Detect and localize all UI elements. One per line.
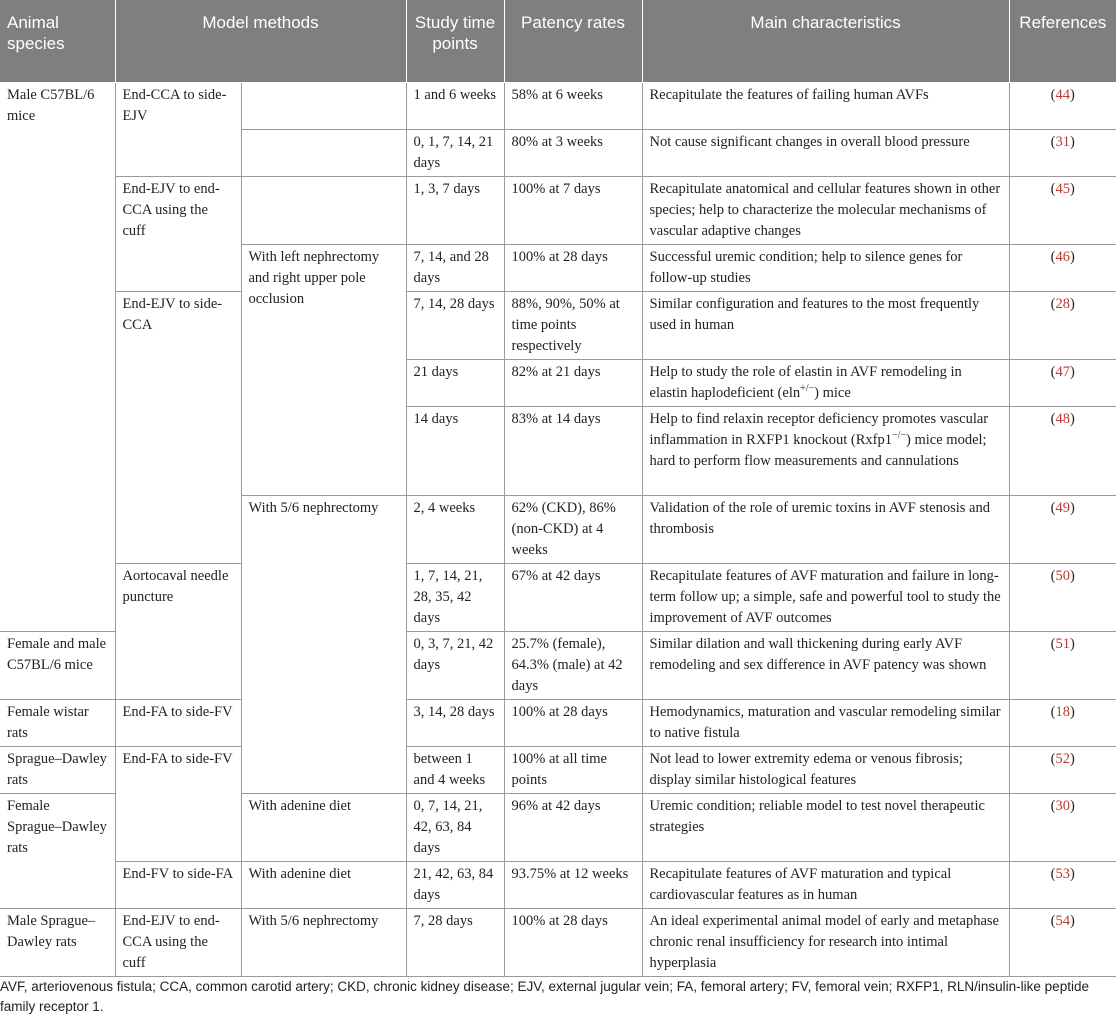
reference-cell: (50): [1009, 563, 1116, 631]
reference-link[interactable]: 44: [1055, 86, 1071, 103]
characteristics-cell: Uremic condition; reliable model to test novel therapeutic strategies: [642, 793, 1009, 861]
characteristics-cell: Hemodynamics, maturation and vascular remodeling similar to native fistula: [642, 699, 1009, 746]
characteristics-cell: An ideal experimental animal model of early and metaphase chronic renal insufficiency for research into intimal hyperplasia: [642, 908, 1009, 976]
time-cell: 3, 14, 28 days: [406, 699, 504, 746]
submethod-cell: With adenine diet: [241, 861, 406, 908]
species-cell: Male Sprague–Dawley rats: [0, 908, 115, 976]
patency-cell: 100% at 28 days: [504, 699, 642, 746]
header-study-time-points: Study time points: [406, 0, 504, 82]
characteristics-cell: [642, 359, 1009, 406]
patency-cell: 88%, 90%, 50% at time points respectively: [504, 291, 642, 359]
time-cell: 14 days: [406, 406, 504, 495]
species-cell: Female Sprague–Dawley rats: [0, 793, 115, 908]
reference-cell: (48): [1009, 406, 1116, 495]
submethod-cell: [241, 129, 406, 176]
characteristics-cell: Validation of the role of uremic toxins in AVF stenosis and thrombosis: [642, 495, 1009, 563]
table-footnote: AVF, arteriovenous fistula; CCA, common carotid artery; CKD, chronic kidney disease; EJV, external jugular vein; FA, femoral artery; FV, femoral vein; RXFP1, RLN/insulin-like peptide family receptor 1.: [0, 979, 1089, 1014]
genotype-superscript: +/−: [800, 382, 815, 394]
time-cell: between 1 and 4 weeks: [406, 746, 504, 793]
header-animal-species: Animal species: [0, 0, 115, 82]
reference-cell: (53): [1009, 861, 1116, 908]
patency-cell: 100% at 28 days: [504, 908, 642, 976]
header-references: References: [1009, 0, 1116, 82]
reference-cell: (49): [1009, 495, 1116, 563]
table-row: [0, 563, 1116, 631]
characteristics-cell: Recapitulate the features of failing human AVFs: [642, 82, 1009, 129]
reference-link[interactable]: 31: [1055, 133, 1071, 150]
characteristics-cell: Similar dilation and wall thickening during early AVF remodeling and sex difference in AVF patency was shown: [642, 631, 1009, 699]
table-row: [0, 176, 1116, 244]
characteristics-text: ) mice model; hard to perform flow measurements and cannulations: [649, 431, 987, 469]
submethod-cell: With left nephrectomy and right upper pole occlusion: [241, 244, 406, 495]
patency-cell: 80% at 3 weeks: [504, 129, 642, 176]
characteristics-text: Help to study the role of elastin in AVF remodeling in elastin haplodeficient (eln: [649, 363, 962, 401]
reference-link[interactable]: 28: [1055, 295, 1071, 312]
patency-cell: 67% at 42 days: [504, 563, 642, 631]
header-model-methods: Model methods: [115, 0, 406, 82]
time-cell: 1 and 6 weeks: [406, 82, 504, 129]
patency-cell: 100% at 7 days: [504, 176, 642, 244]
patency-cell: 100% at all time points: [504, 746, 642, 793]
characteristics-text: ) mice: [814, 384, 851, 401]
patency-cell: 62% (CKD), 86% (non-CKD) at 4 weeks: [504, 495, 642, 563]
method-cell: End-FA to side-FV: [115, 699, 241, 746]
time-cell: 2, 4 weeks: [406, 495, 504, 563]
characteristics-text: Help to find relaxin receptor deficiency promotes vascular inflammation in RXFP1 knockout (Rxfp1: [649, 410, 989, 448]
table-row: [0, 908, 1116, 976]
time-cell: 0, 7, 14, 21, 42, 63, 84 days: [406, 793, 504, 861]
species-cell: Female and male C57BL/6 mice: [0, 631, 115, 699]
time-cell: 1, 3, 7 days: [406, 176, 504, 244]
characteristics-cell: Not lead to lower extremity edema or venous fibrosis; display similar histological features: [642, 746, 1009, 793]
species-cell: Male C57BL/6 mice: [0, 82, 115, 631]
table-row: [0, 699, 1116, 746]
patency-cell: 25.7% (female), 64.3% (male) at 42 days: [504, 631, 642, 699]
characteristics-cell: Similar configuration and features to the most frequently used in human: [642, 291, 1009, 359]
patency-cell: 83% at 14 days: [504, 406, 642, 495]
method-cell: Aortocaval needle puncture: [115, 563, 241, 699]
submethod-cell: With 5/6 nephrectomy: [241, 908, 406, 976]
genotype-superscript: −/−: [891, 429, 907, 441]
time-cell: 7, 14, and 28 days: [406, 244, 504, 291]
reference-link[interactable]: 18: [1055, 703, 1071, 720]
header-patency-rates: Patency rates: [504, 0, 642, 82]
header-main-characteristics: Main characteristics: [642, 0, 1009, 82]
reference-link[interactable]: 46: [1055, 248, 1071, 265]
reference-link[interactable]: 52: [1055, 750, 1071, 767]
time-cell: 21 days: [406, 359, 504, 406]
characteristics-cell: Recapitulate features of AVF maturation and failure in long-term follow up; a simple, safe and powerful tool to study the improvement of AVF outcomes: [642, 563, 1009, 631]
header-row: [0, 0, 1116, 82]
method-cell: End-CCA to side-EJV: [115, 82, 241, 176]
time-cell: 0, 1, 7, 14, 21 days: [406, 129, 504, 176]
method-cell: End-FV to side-FA: [115, 861, 241, 908]
characteristics-cell: Successful uremic condition; help to silence genes for follow-up studies: [642, 244, 1009, 291]
characteristics-cell: Recapitulate features of AVF maturation and typical cardiovascular features as in human: [642, 861, 1009, 908]
patency-cell: 58% at 6 weeks: [504, 82, 642, 129]
species-cell: Sprague–Dawley rats: [0, 746, 115, 793]
submethod-cell: [241, 176, 406, 244]
reference-cell: (28): [1009, 291, 1116, 359]
reference-link[interactable]: 47: [1055, 363, 1071, 380]
method-cell: End-EJV to side-CCA: [115, 291, 241, 563]
reference-link[interactable]: 30: [1055, 797, 1071, 814]
patency-cell: 96% at 42 days: [504, 793, 642, 861]
method-cell: End-EJV to end-CCA using the cuff: [115, 908, 241, 976]
reference-link[interactable]: 50: [1055, 567, 1071, 584]
time-cell: 21, 42, 63, 84 days: [406, 861, 504, 908]
table-row: [0, 861, 1116, 908]
submethod-cell: [241, 82, 406, 129]
time-cell: 7, 28 days: [406, 908, 504, 976]
reference-link[interactable]: 49: [1055, 499, 1071, 516]
method-cell: End-EJV to end-CCA using the cuff: [115, 176, 241, 291]
table-row: [0, 746, 1116, 793]
reference-link[interactable]: 51: [1055, 635, 1071, 652]
patency-cell: 100% at 28 days: [504, 244, 642, 291]
reference-link[interactable]: 53: [1055, 865, 1071, 882]
reference-link[interactable]: 48: [1055, 410, 1071, 427]
method-cell: End-FA to side-FV: [115, 746, 241, 861]
characteristics-cell: Not cause significant changes in overall blood pressure: [642, 129, 1009, 176]
time-cell: 7, 14, 28 days: [406, 291, 504, 359]
table-row: [0, 82, 1116, 129]
reference-cell: (45): [1009, 176, 1116, 244]
reference-cell: (47): [1009, 359, 1116, 406]
reference-cell: (52): [1009, 746, 1116, 793]
patency-cell: 82% at 21 days: [504, 359, 642, 406]
time-cell: 0, 3, 7, 21, 42 days: [406, 631, 504, 699]
reference-cell: (54): [1009, 908, 1116, 976]
reference-cell: (51): [1009, 631, 1116, 699]
submethod-cell: With adenine diet: [241, 793, 406, 861]
reference-link[interactable]: 54: [1055, 912, 1071, 929]
table-row: [0, 291, 1116, 359]
submethod-cell: With 5/6 nephrectomy: [241, 495, 406, 793]
time-cell: 1, 7, 14, 21, 28, 35, 42 days: [406, 563, 504, 631]
reference-link[interactable]: 45: [1055, 180, 1071, 197]
characteristics-cell: [642, 406, 1009, 495]
reference-cell: (46): [1009, 244, 1116, 291]
reference-cell: (18): [1009, 699, 1116, 746]
reference-cell: (30): [1009, 793, 1116, 861]
species-cell: Female wistar rats: [0, 699, 115, 746]
patency-cell: 93.75% at 12 weeks: [504, 861, 642, 908]
reference-cell: (31): [1009, 129, 1116, 176]
reference-cell: (44): [1009, 82, 1116, 129]
characteristics-cell: Recapitulate anatomical and cellular features shown in other species; help to characterize the molecular mechanisms of vascular adaptive changes: [642, 176, 1009, 244]
